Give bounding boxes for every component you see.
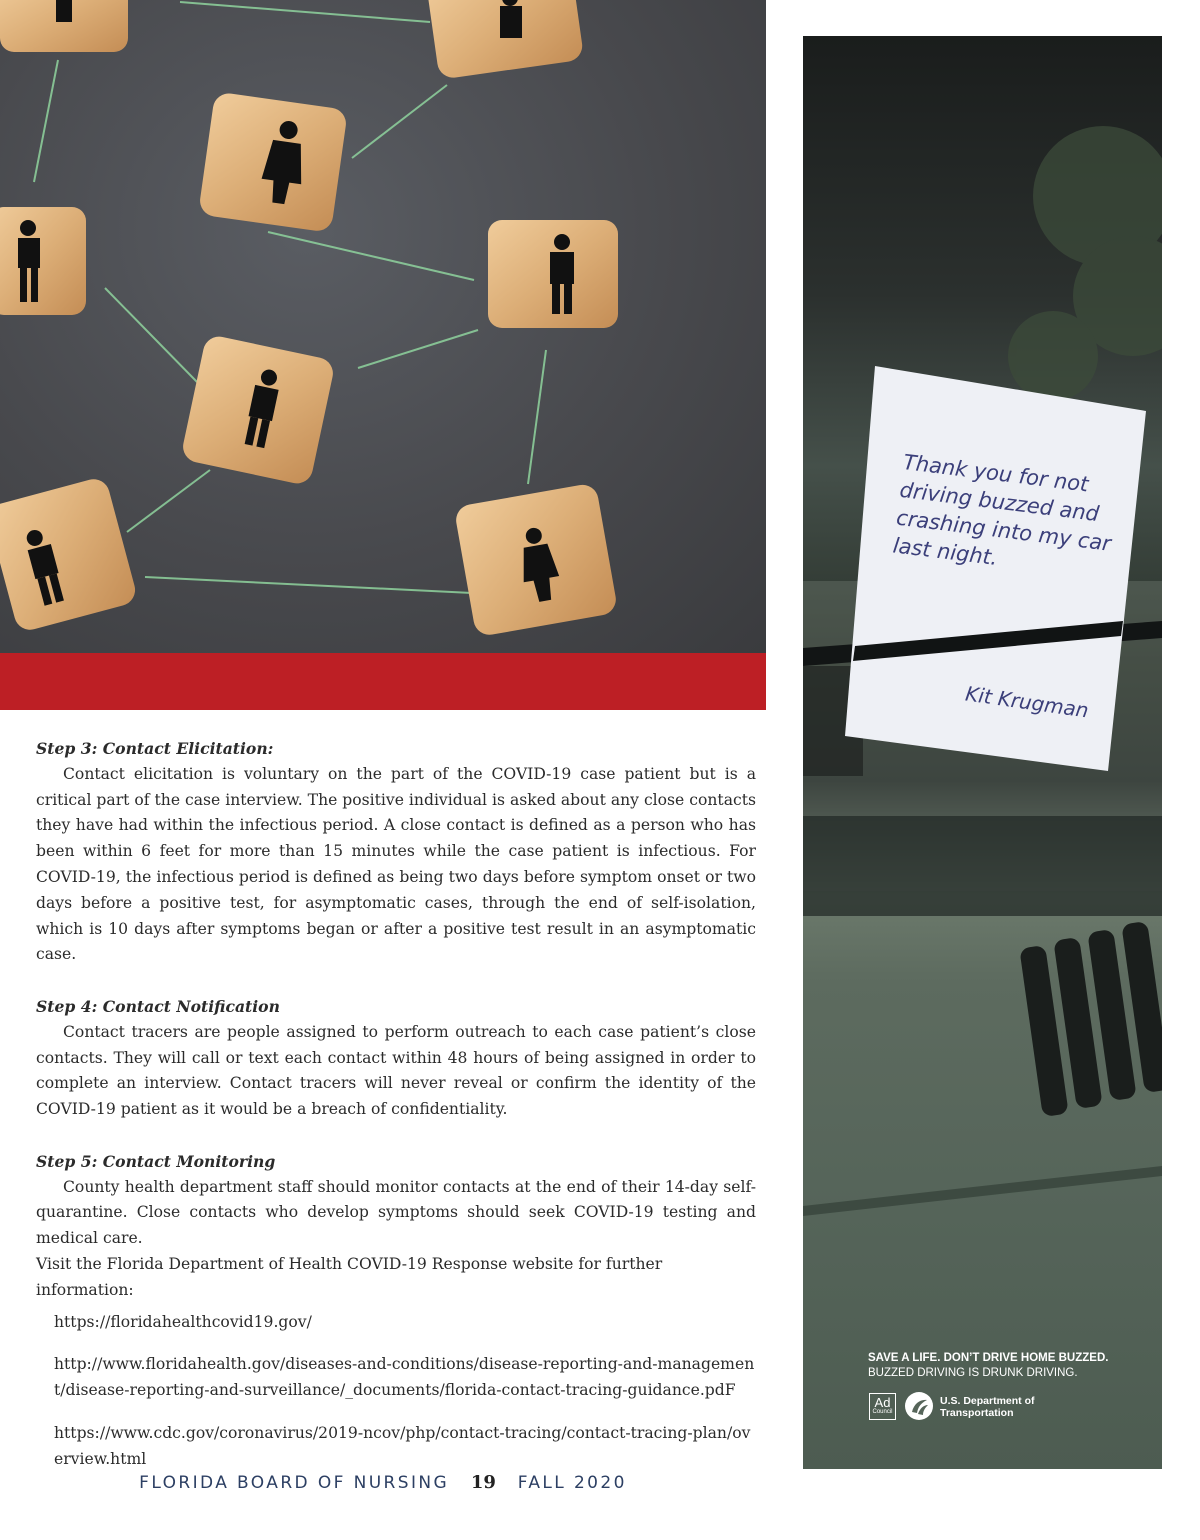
- step-4-heading: Step 4: Contact Notification: [36, 996, 280, 1016]
- step-3-section: [36, 736, 756, 968]
- step-5-heading: Step 5: Contact Monitoring: [36, 1151, 276, 1171]
- dot-name: U.S. Department of Transportation: [940, 1395, 1035, 1419]
- contact-tracing-photo: [0, 0, 766, 653]
- page-footer: [0, 1472, 766, 1493]
- buzzed-driving-ad: [803, 36, 1162, 1469]
- wooden-block: [0, 207, 86, 315]
- step-5-section: [36, 1149, 756, 1304]
- dot-logo-icon: [905, 1392, 933, 1420]
- ad-slogan-line-2: BUZZED DRIVING IS DRUNK DRIVING.: [868, 1367, 1078, 1379]
- step-3-heading: Step 3: Contact Elicitation:: [36, 739, 274, 758]
- wooden-blocks-illustration: [0, 0, 766, 653]
- link-florida-contact-tracing-guidance[interactable]: http://www.floridahealth.gov/diseases-and-conditions/disease-reporting-and-management/disease-reporting-and-surveillance/_documents/florida-contact-tracing-guidance.pdF: [54, 1355, 755, 1400]
- visit-text: Visit the Florida Department of Health COVID-19 Response website for further information:: [36, 1254, 663, 1299]
- wooden-block: [0, 476, 139, 634]
- step-4-text: Contact tracers are people assigned to perform outreach to each case patient’s close contacts. They will call or text each contact within 48 hours of being assigned in order to complete an interview. Contact tracers will never reveal or confirm the identity of the COVID-19 patient as it would be a breach of confidentiality.: [36, 1022, 756, 1119]
- note-signature: Kit Krugman: [963, 681, 1091, 723]
- step-5-text: County health department staff should monitor contacts at the end of their 14-day self-quarantine. Close contacts who develop symptoms should seek COVID-19 testing and medical care.: [36, 1177, 756, 1248]
- note-message: Thank you for not driving buzzed and crashing into my car last night.: [891, 449, 1113, 571]
- page-number: 19: [470, 1472, 496, 1493]
- wooden-block: [454, 482, 619, 637]
- accent-band: [0, 653, 766, 710]
- publication-name: FLORIDA BOARD OF NURSING: [139, 1473, 450, 1493]
- wooden-block: [488, 220, 618, 328]
- step-4-section: [36, 994, 756, 1123]
- wooden-block: [426, 0, 584, 80]
- step-3-text: Contact elicitation is voluntary on the part of the COVID-19 case patient but is a critical part of the case interview. The positive individual is asked about any close contacts they have had within the infectious period. A close contact is defined as a person who has been within 6 feet for more than 15 minutes while the case patient is infectious. For COVID-19, the infectious period is defined as being two days before symptom onset or two days before a positive test, for asymptomatic cases, through the end of self-isolation, which is 10 days after symptoms began or after a positive test result in an asymptomatic case.: [36, 764, 756, 964]
- wooden-block: [180, 334, 336, 487]
- wooden-block: [198, 91, 348, 232]
- issue-label: FALL 2020: [517, 1473, 627, 1493]
- windshield-photo: [803, 36, 1162, 1469]
- ad-slogan-line-1: SAVE A LIFE. DON’T DRIVE HOME BUZZED.: [868, 1352, 1109, 1364]
- ad-council-logo: Ad Council: [869, 1393, 896, 1420]
- article-body: [36, 736, 756, 1490]
- resource-links: [54, 1310, 756, 1473]
- link-floridahealthcovid19[interactable]: https://floridahealthcovid19.gov/: [54, 1312, 312, 1331]
- wooden-block: [0, 0, 128, 52]
- ad-slogan: [868, 1351, 1108, 1381]
- link-cdc-contact-tracing-plan[interactable]: https://www.cdc.gov/coronavirus/2019-ncov/php/contact-tracing/contact-tracing-plan/overview.html: [54, 1423, 751, 1468]
